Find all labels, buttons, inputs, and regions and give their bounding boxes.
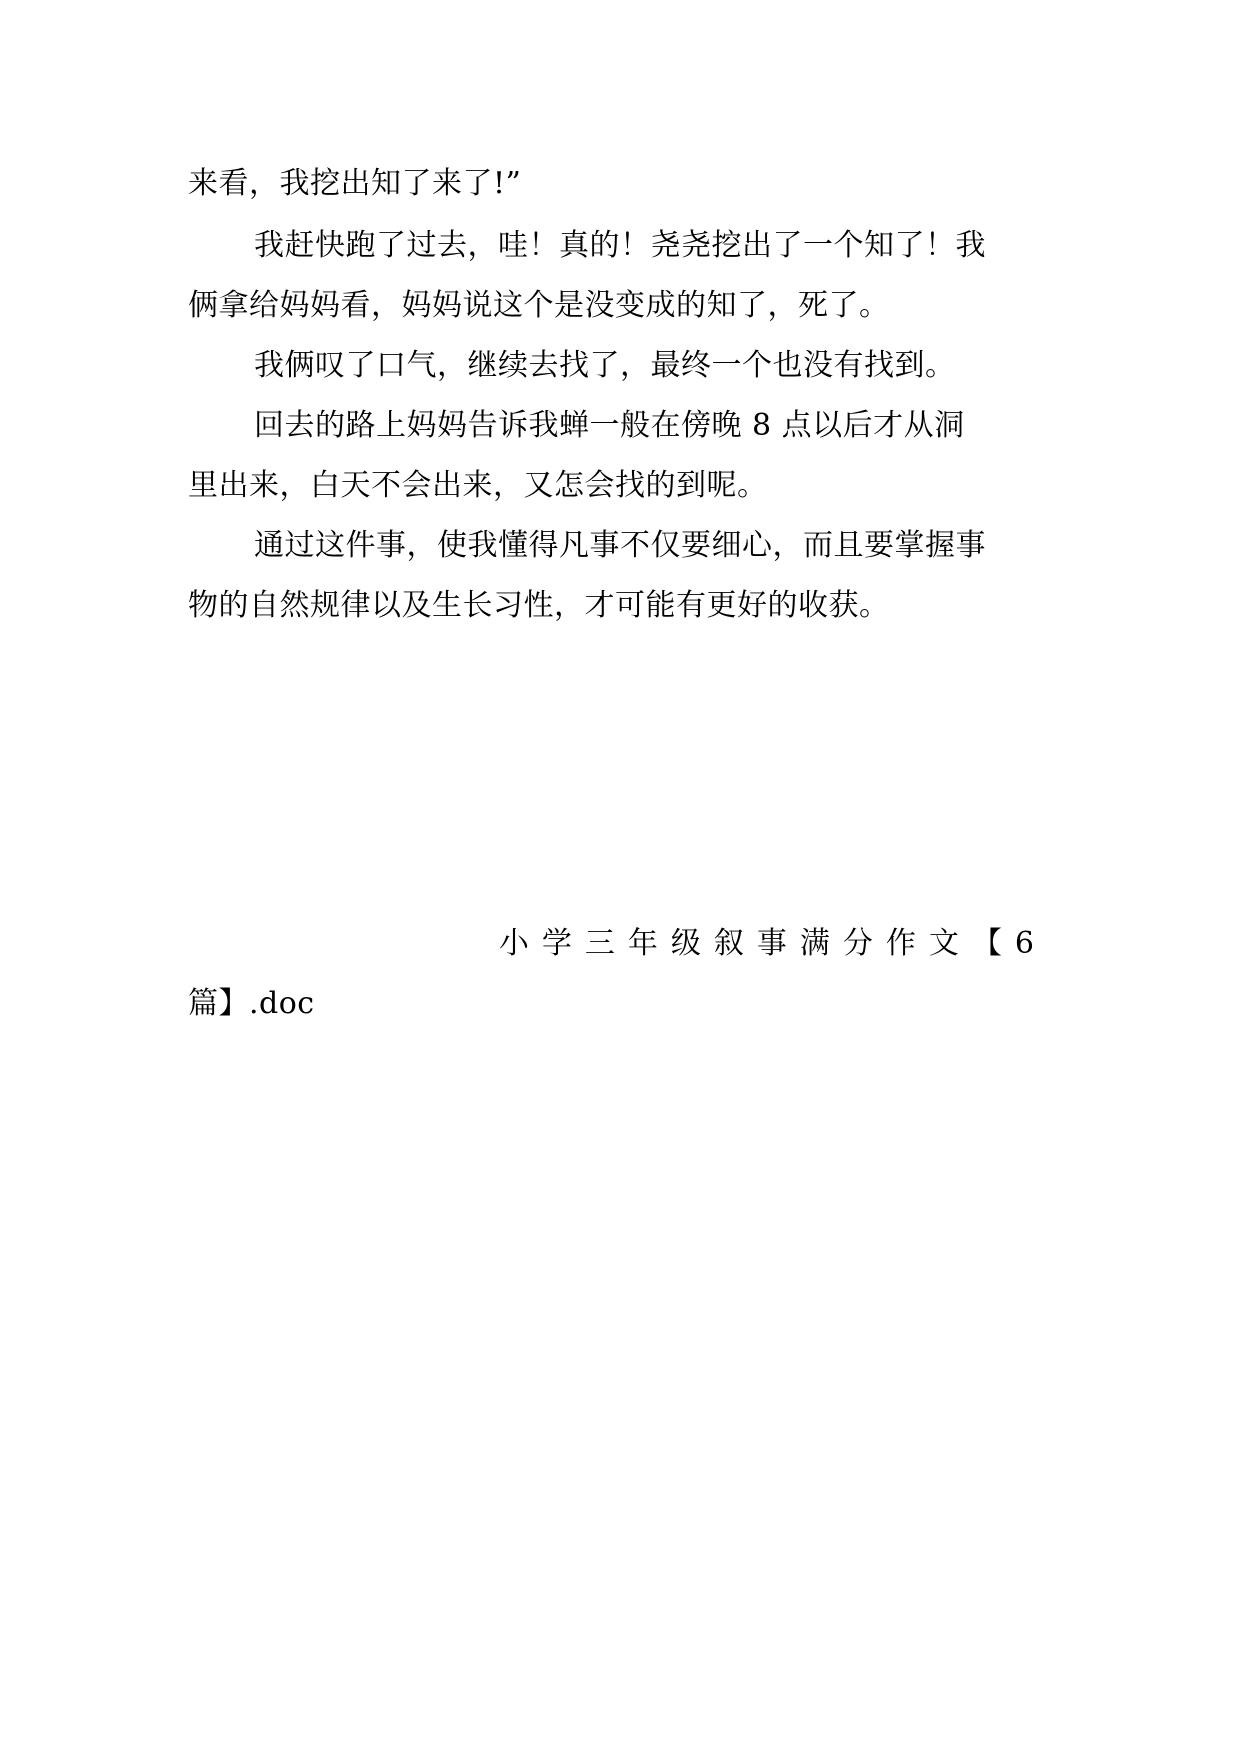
body-text-line: 俩拿给妈妈看，妈妈说这个是没变成的知了，死了。 (188, 288, 890, 323)
document-filename-footer: 篇】.doc (188, 986, 315, 1021)
body-text-line: 我赶快跑了过去，哇！真的！尧尧挖出了一个知了！我 (254, 228, 986, 263)
body-text-line: 物的自然规律以及生长习性，才可能有更好的收获。 (188, 588, 890, 623)
body-text-line: 我俩叹了口气，继续去找了，最终一个也没有找到。 (254, 348, 956, 383)
body-text-line: 通过这件事，使我懂得凡事不仅要细心，而且要掌握事 (254, 528, 986, 563)
body-text-line: 来看，我挖出知了来了!” (188, 166, 522, 201)
body-text-line: 里出来，白天不会出来，又怎会找的到呢。 (188, 468, 768, 503)
body-text-line: 回去的路上妈妈告诉我蝉一般在傍晚 8 点以后才从洞 (254, 408, 965, 443)
document-title-footer: 小学三年级叙事满分作文【6 (498, 926, 1047, 961)
